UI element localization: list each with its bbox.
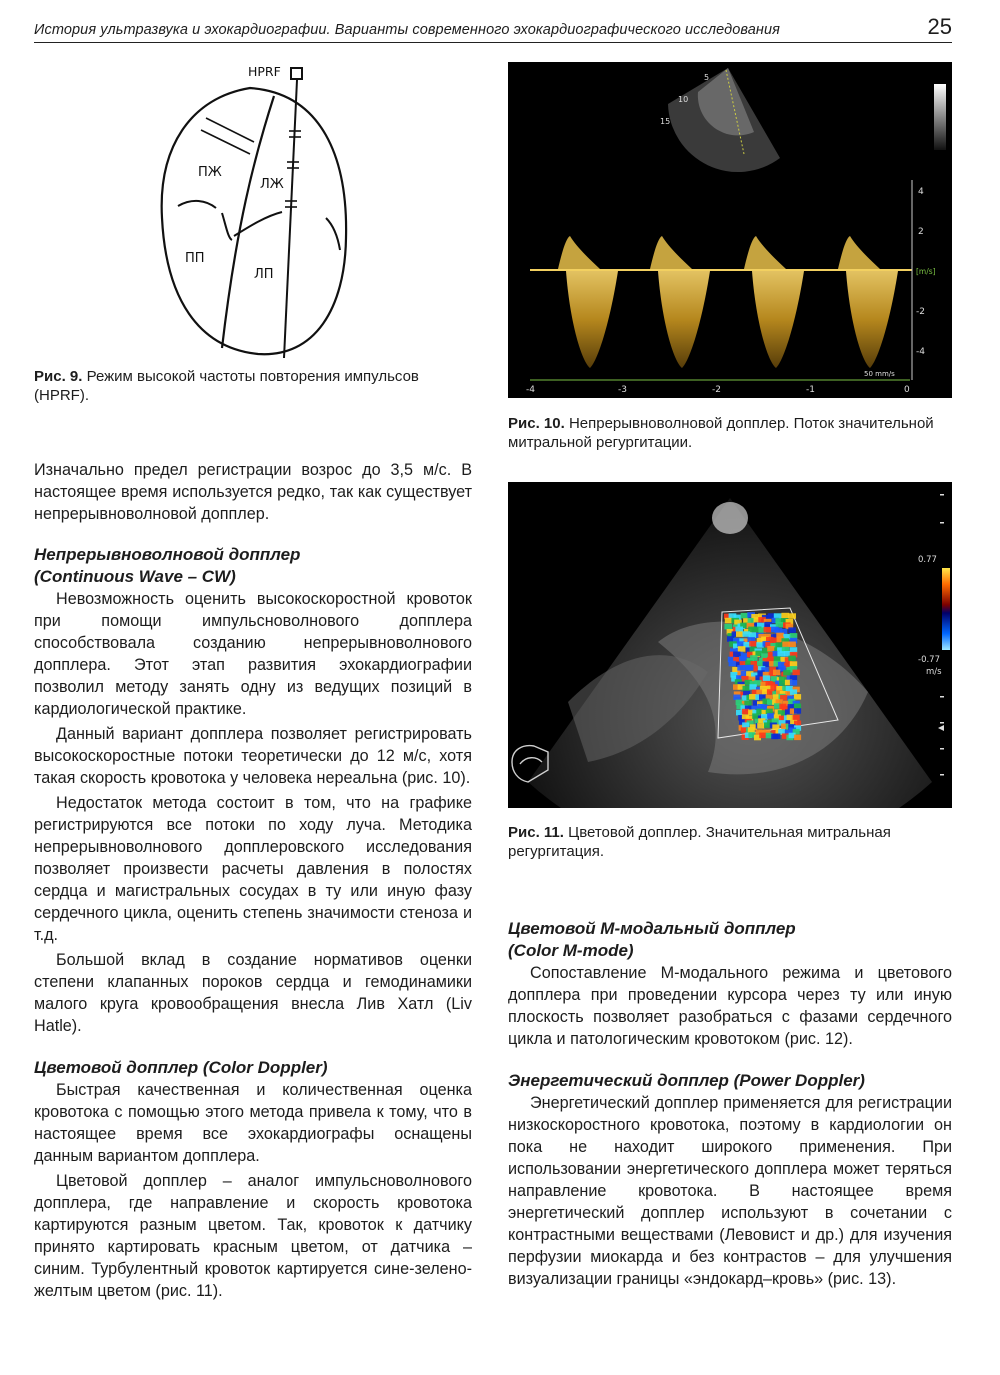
- color-pixel: [767, 646, 775, 652]
- label-rv: ПЖ: [198, 165, 222, 180]
- section-heading-color-m-mode-en: (Color M-mode): [508, 941, 634, 960]
- color-pixel: [788, 642, 796, 648]
- figure-10-cw-doppler: [508, 62, 952, 398]
- label-lv: ЛЖ: [260, 177, 284, 192]
- valve-line-1: [206, 118, 254, 142]
- color-pixel: [777, 651, 785, 657]
- color-pixel: [724, 624, 732, 630]
- paragraph: Сопоставление М-модального режима и цветового допплера при проведении курсора через ту или иную плоскость позволяет разобраться с фазами сердечного цикла и патологическим кровотоком (рис. 12).: [508, 964, 952, 1048]
- right-column: [508, 918, 952, 1290]
- color-pixel: [735, 627, 743, 633]
- time-label-2: -2: [712, 385, 721, 395]
- figure-9-hprf-diagram: [150, 58, 370, 362]
- septum-line: [222, 96, 274, 348]
- paragraph: Большой вклад в создание нормативов оценки степени клапанных пороков сердца и гемодинамики малого круга кровообращения внесла Лив Хатл (Liv Hatle).: [34, 951, 472, 1035]
- paragraph: Данный вариант допплера позволяет регистрировать высокоскоростные потоки теоретически до 12 м/с, хотя такая скорость кровотока у человека нереальна (рис. 10).: [34, 725, 472, 787]
- color-pixel: [743, 686, 750, 692]
- probe-box: [291, 68, 302, 79]
- valve-line-2: [201, 130, 250, 154]
- probe-near-field: [712, 502, 748, 534]
- heart-outline: [162, 88, 346, 354]
- color-scale-bar: [942, 568, 950, 650]
- depth-label-10: 10: [678, 95, 689, 104]
- color-pixel: [788, 627, 796, 633]
- unit-label: [m/s]: [916, 267, 936, 276]
- hprf-label: HPRF: [248, 64, 281, 79]
- section-heading-cw: Непрерывноволновой допплер: [34, 545, 301, 564]
- color-pixel: [742, 709, 749, 715]
- page-number: 25: [927, 14, 952, 39]
- color-pixel: [759, 733, 766, 739]
- color-pixel: [733, 695, 740, 701]
- color-pixel: [749, 641, 757, 647]
- color-pixel: [794, 735, 801, 741]
- color-pixel: [741, 613, 749, 619]
- color-pixel: [750, 655, 757, 661]
- section-heading-color-m-mode: Цветовой М-модальный допплер: [508, 919, 796, 938]
- color-pixel: [742, 722, 749, 728]
- figure-11-color-doppler: [508, 482, 952, 808]
- time-label-4: -4: [526, 385, 535, 395]
- scale-label-m4: -4: [916, 347, 925, 357]
- figure-10-caption-label: Рис. 10.: [508, 415, 565, 432]
- running-title: История ультразвука и эхокардиографии. Варианты современного эхокардиографического исследования: [34, 22, 781, 38]
- scale-label-2: 2: [918, 227, 924, 237]
- scale-unit-label: m/s: [926, 667, 942, 677]
- label-ra: ПП: [185, 251, 205, 266]
- tricuspid-line: [178, 201, 216, 208]
- page-header: [34, 14, 952, 43]
- scale-label-m2: -2: [916, 307, 925, 317]
- cw-beam-line: [284, 80, 297, 358]
- label-la: ЛП: [254, 267, 274, 282]
- color-pixel: [794, 708, 801, 714]
- sweep-speed-label: 50 mm/s: [864, 370, 895, 378]
- time-label-0: 0: [904, 385, 910, 395]
- color-pixel: [764, 627, 772, 633]
- section-heading-power-doppler: Энергетический допплер (Power Doppler): [508, 1071, 865, 1090]
- color-pixel: [794, 694, 801, 700]
- figure-9-caption-text: Режим высокой частоты повторения импульсов (HPRF).: [34, 368, 419, 404]
- figure-11-caption: [508, 823, 952, 861]
- color-pixel: [729, 661, 736, 667]
- left-column: [34, 459, 472, 1302]
- paragraph: Быстрая качественная и количественная оценка кровотока с помощью этого метода привела к тому, что в настоящее время все эхокардиографы оснащены данным вариантом допплера.: [34, 1081, 472, 1165]
- right-av-line: [222, 213, 232, 240]
- color-pixel: [773, 734, 780, 740]
- color-pixel: [773, 670, 780, 676]
- color-pixel: [790, 689, 797, 695]
- color-pixel: [763, 675, 770, 681]
- time-label-1: -1: [806, 385, 815, 395]
- figure-11-caption-text: Цветовой допплер. Значительная митральная регургитация.: [508, 824, 891, 860]
- paragraph: Недостаток метода состоит в том, что на графике регистрируются все потоки по ходу луча. Методика непрерывноволнового допплеровского исследования позволяет произвести расчеты давления в полостях сердца и магистральных сосудах в ту или иную фазу сердечного цикла, оценить степень значимости стеноза и т.д.: [34, 794, 472, 944]
- color-pixel: [790, 633, 798, 639]
- color-pixel: [781, 613, 789, 619]
- figure-9-caption-label: Рис. 9.: [34, 368, 83, 385]
- color-pixel: [790, 680, 797, 686]
- paragraph: Изначально предел регистрации возрос до 3,5 м/с. В настоящее время используется редко, так как существует непрерывноволновой допплер.: [34, 461, 472, 523]
- scale-top-label: 0.77: [918, 555, 937, 565]
- paragraph: Цветовой допплер – аналог импульсноволнового допплера, где направление и скорость кровотока картируются разным цветом. Так, кровоток к датчику принято картировать красным цветом, от датчика – синим. Турбулентный кровоток картируется сине-зелено-желтым цветом (рис. 11).: [34, 1172, 472, 1300]
- scale-label-4: 4: [918, 187, 924, 197]
- color-pixel: [767, 713, 774, 719]
- color-pixel: [725, 618, 733, 624]
- color-pixel: [738, 646, 746, 652]
- color-pixel: [793, 715, 800, 721]
- section-heading-cw-en: (Continuous Wave – CW): [34, 567, 236, 586]
- color-pixel: [793, 670, 800, 676]
- color-pixel: [788, 613, 796, 619]
- gray-scale-bar: [934, 84, 946, 150]
- paragraph: Энергетический допплер применяется для регистрации низкоскоростного кровотока, поэтому в кардиологии он пока не находит широкого применения. При использовании энергетического допплера может теряться направление кровотока. В настоящее время энергетический допплер используют в сочетании с контрастными веществами (Левовист и др.) для изучения перфузии миокарда и без контрастов – для улучшения визуализации границы «эндокард–кровь» (рис. 13).: [508, 1094, 952, 1288]
- color-pixel: [776, 622, 784, 628]
- mitral-line-2: [326, 218, 340, 250]
- paragraph: Невозможность оценить высокоскоростной кровоток при помощи импульсноволнового допплера способствовала созданию непрерывноволнового допплера. Этот этап развития эхокардиографии позволил методу занять одну из ведущих позиций в кардиологической практике.: [34, 590, 472, 718]
- color-pixel: [788, 656, 795, 662]
- figure-9-caption: [34, 367, 472, 405]
- color-pixel: [736, 631, 744, 637]
- color-pixel: [749, 684, 756, 690]
- figure-10-caption: [508, 414, 952, 452]
- depth-label-15: 15: [660, 117, 671, 126]
- color-pixel: [744, 701, 751, 707]
- color-pixel: [794, 704, 801, 710]
- color-pixel: [749, 632, 757, 638]
- color-pixel: [790, 661, 797, 667]
- color-pixel: [748, 727, 755, 733]
- depth-label-5: 5: [704, 73, 710, 82]
- figure-10-caption-text: Непрерывноволновой допплер. Поток значительной митральной регургитации.: [508, 415, 934, 451]
- section-heading-color-doppler: Цветовой допплер (Color Doppler): [34, 1058, 328, 1077]
- time-label-3: -3: [618, 385, 627, 395]
- scale-bottom-label: -0.77: [918, 655, 940, 665]
- figure-11-caption-label: Рис. 11.: [508, 824, 564, 841]
- color-pixel: [757, 723, 764, 729]
- color-pixel: [783, 670, 790, 676]
- color-pixel: [749, 694, 756, 700]
- color-pixel: [746, 665, 753, 671]
